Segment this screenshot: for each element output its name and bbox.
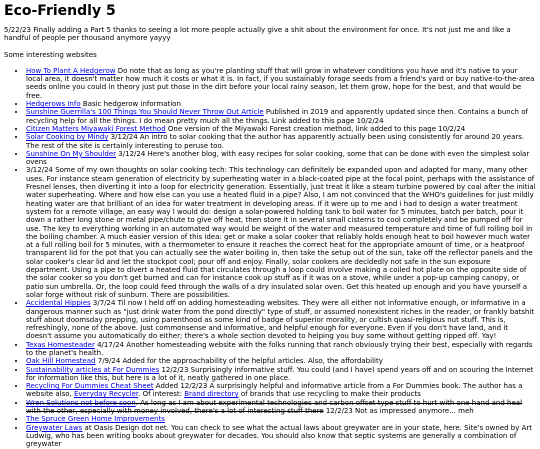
recycling-cheat-sheet-link[interactable]: Recycling For Dummies Cheat Sheet (26, 382, 154, 391)
accidental-hippies-link[interactable]: Accidental Hippies (26, 299, 91, 308)
intro-paragraph: 5/22/23 Finally adding a Part 5 thanks to seeing a lot more people actually give a shit about the environment for once. It's not just me and like a handful of people per thousand anymore yayyy (4, 26, 511, 43)
list-item (26, 108, 536, 125)
wren-solutions-link[interactable]: Wren Solutions not before soon (26, 398, 136, 407)
item-description: 7/9/24 Added for the approachability of the helpful articles. Also, the affordability (95, 357, 383, 366)
list-item (26, 341, 536, 358)
item-description: Added 12/2/23 A surprisingly helpful and informative article from a For Dummies book. The author has a website also, (26, 382, 523, 399)
item-description: . Of interest: (138, 390, 185, 399)
list-item (26, 166, 536, 299)
item-description: 3/12/24 An intro to solar cooking that the author has apparently actually been using consistently for around 20 years. The rest of the site is certainly interesting to peruse too. (26, 133, 525, 150)
item-description: 3/12/24 Here's another blog, with easy recipes for solar cooking, some that can be done with even the simplest solar ovens (26, 149, 530, 167)
list-item (26, 67, 536, 100)
sites-heading: Some interesting websites (4, 50, 97, 59)
sunshine-guerrilla-link[interactable]: Sunshine Guerrilla's 100 Things You Should Never Throw Out Article (26, 108, 264, 117)
item-description: of brands that use recycling to make their products (238, 390, 421, 399)
hedgerows-info-link[interactable]: Hedgerows Info (26, 100, 81, 109)
item-description: Basic hedgerow information (80, 100, 181, 109)
item-description: at Oasis Design dot net. You can check to see what the actual laws about greywater are in your state, here. Site's owned by Art Ludwig, who has been writing books about greywater for decades. You should also know that septic systems are generally a combination of greywater (26, 423, 533, 449)
solar-cooking-mindy-link[interactable]: Solar Cooking by Mindy (26, 133, 109, 142)
greywater-laws-link[interactable]: Greywater Laws (26, 423, 83, 432)
item-description: 12/2/23 Surprisingly informative stuff. You could (and I have) spend years off and on scouring the Internet for information like this, but here is a lot of it, neatly gathered in one place. (26, 365, 534, 382)
list-item (26, 125, 536, 133)
hedgerow-link[interactable]: How To Plant A Hedgerow (26, 66, 116, 75)
item-update-note: 12/2/23 Not as impressed anymore... meh (323, 407, 474, 416)
list-item (26, 100, 536, 108)
list-item (26, 357, 536, 365)
miyawaki-forest-link[interactable]: Citizen Matters Miyawaki Forest Method (26, 124, 166, 133)
solar-thoughts-text: 3/12/24 Some of my own thoughts on solar cooking tech: This technology can definitely be expanded upon and adapted for many, many other uses. For instance steam generation of electricity by superheating water in a black-coated pipe at the focal point, perhaps with the assistance of Fresnel lenses, then diverting it into a loop for electricity generation. Essentially, just treat it like a steam turbine powered by coal after the initial water superheating. Where and how else can you use a heated fluid in a pipe? Also, I am not convinced that the WHO's guidelines for just mildly heating water are that brilliant of an idea for water treatment in developing areas. If it were up to me and i had to design a water treatment system for a remote village, an easy way I would do: design a solar-powered holding tank to boil water for 5 minutes, batch per batch, pour it down a rather long stone or metal pipe/chute to give off heat, then store it in several small cisterns to cool completely and be pumped off for use. The key to everything working in an automated way would be weight of the water and measured temperature and time of full rolling boil in the boiling chamber. A much easier version of this idea: get or make a solar cooker that reliably holds enough heat to boil however much water at a full rolling boil for 5 minutes, with a thermometer to ensure it reaches the correct heat for the appropriate amount of time, or a heatproof transparent lid for the pot that you can actually see the water boiling in, then take the setup out of the sun, take off the reflector panels and the solar cooker's clear lid and let the stockpot cool; pour off and enjoy. Finally, solar cookers are decidedly not safe in the sun exposure department. Using a pipe to divert a heated fluid that circulates through a loop could involve making a coiled hot plate on the opposite side of the solar cooker so you don't get burned and can for instance cook up stuff as if it was on a stove, while under a pop-up camping canopy, or patio sun umbrella. Or, the loop could feed through the walls of a dry insulated solar oven. Get this heated up enough and you have yourself a solar forge without risk of sunburn. There are possibilities. (26, 166, 536, 299)
oak-hill-homestead-link[interactable]: Oak Hill Homestead (26, 357, 96, 366)
texas-homesteader-link[interactable]: Texas Homesteader (26, 340, 95, 349)
item-description: 3/7/24 Til now I held off on adding homesteading websites. They were all either not informative enough, or informative in a dangerous manner such as "just drink water from the pond directly" type of stuff, or assumed nonexistent riches in the reader, or frankly batshit stuff about doomsday prepping, using parenthood as some kind of badge of superior morality, or cultish quasi-religious nut stuff. This is, refreshingly, none of the above. Just commonsense and informative, and helpful enough for everyone. Even if you don't have land, and it doesn't assume you automatically do either; there's a whole section devoted to helping you buy some without getting ripped off. Yay! (26, 299, 535, 341)
list-item (26, 366, 536, 383)
list-item (26, 382, 536, 399)
list-item (26, 133, 536, 150)
list-item (26, 150, 536, 167)
list-item (26, 399, 536, 416)
page-title: Eco-Friendly 5 (4, 3, 116, 19)
sunshine-shoulder-link[interactable]: Sunshine On My Shoulder (26, 149, 117, 158)
item-description: Do note that as long as you're planting stuff that will grow in whatever conditions you have and it's native to your local area, it doesn't matter how much it costs or what it is. In fact, if you sustainably forage seeds from a friend's yard or buy native-to-the-area seeds online you could in theory just put those in the dirt before your local rainy season, let them grow, hope for the best, and that would be free. (26, 66, 535, 100)
list-item (26, 299, 536, 340)
website-list (4, 67, 536, 449)
item-description: Published in 2019 and apparently updated since then. Contains a bunch of recycling help for all the things. I do mean pretty much all the things. Link added to this page 10/2/24 (26, 108, 528, 125)
list-item (26, 415, 536, 423)
spruce-green-home-link[interactable]: The Spruce Green Home Improvements (26, 415, 165, 424)
brand-directory-link[interactable]: Brand directory (184, 390, 239, 399)
item-description: 4/17/24 Another homesteading website with the folks running that ranch obviously trying their best, especially with regards to the planet's health. (26, 340, 533, 357)
list-item (26, 424, 536, 449)
item-description: . As long as I am about experimental technologies and carbon offset type stuff to hurt with one hand and heal with the other, especially with money involved, there's a lot of interesting stuff there (26, 398, 523, 416)
item-description: One version of the Miyawaki Forest creation method, link added to this page 10/2/24 (165, 124, 466, 133)
everyday-recycler-link[interactable]: Everyday Recycler (73, 390, 139, 399)
for-dummies-sustainability-link[interactable]: Sustainability articles at For Dummies (26, 365, 160, 374)
